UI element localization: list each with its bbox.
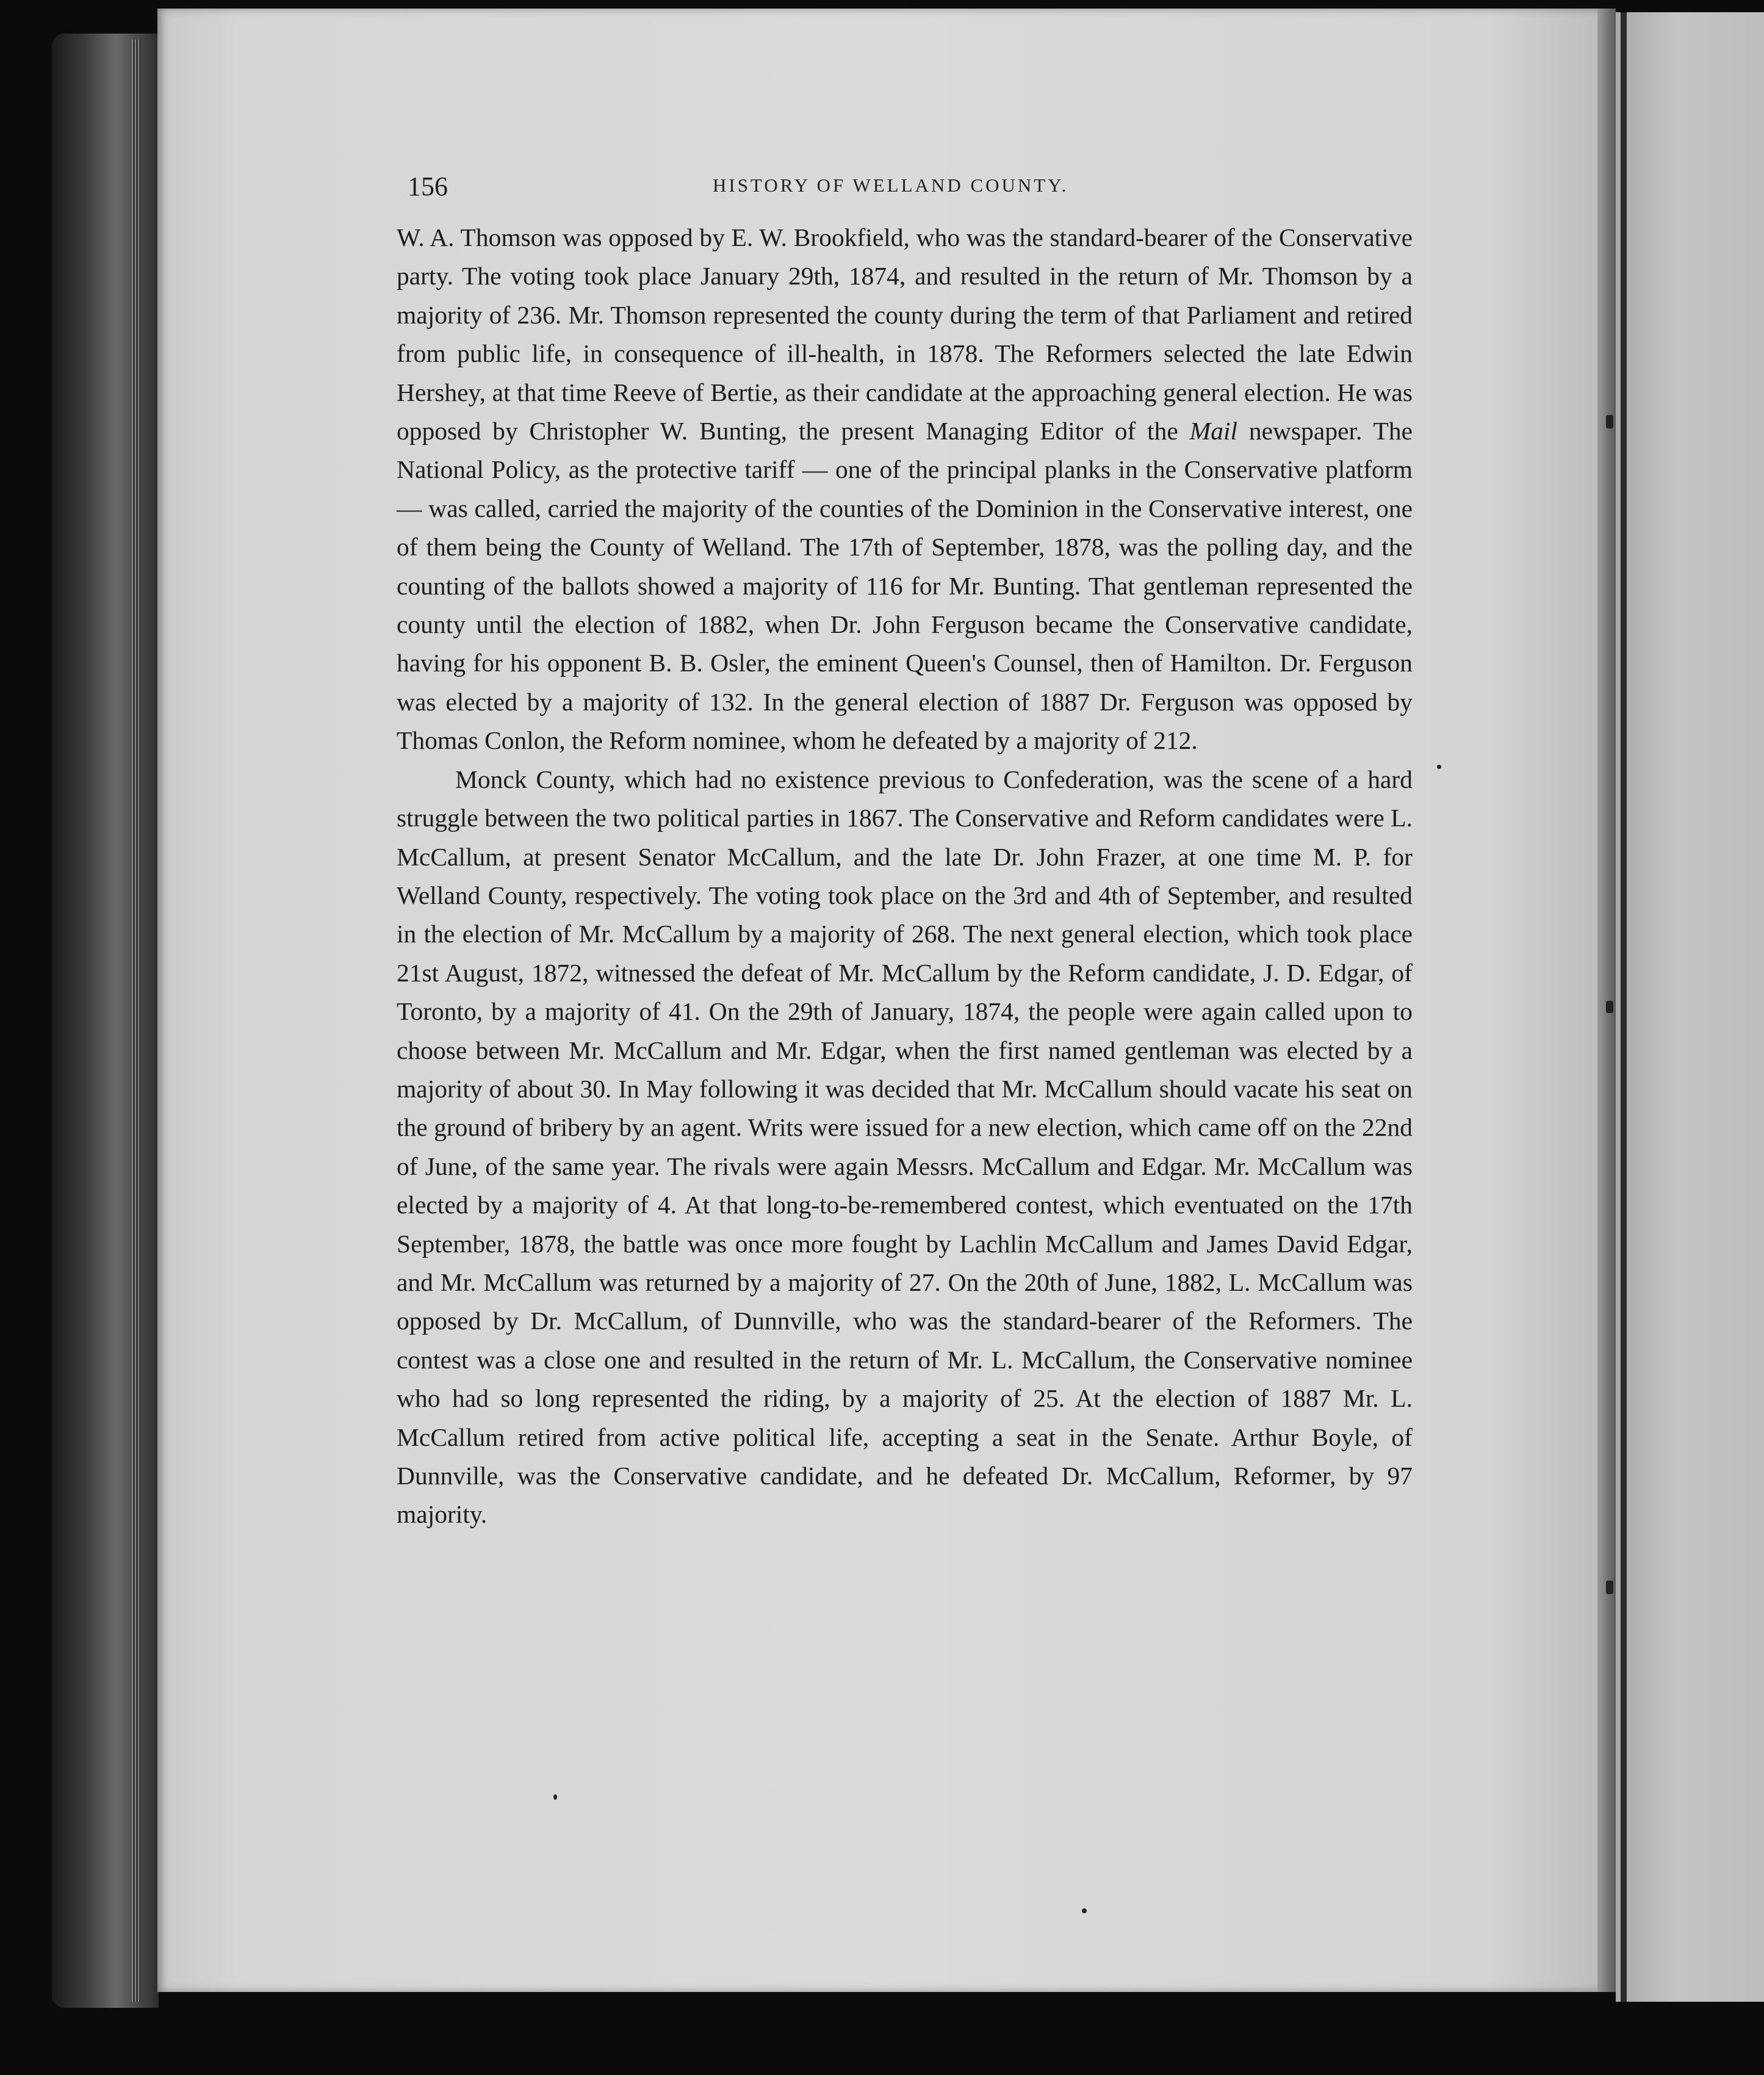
page-gutter (1597, 9, 1616, 1992)
body-text (397, 218, 1413, 1534)
paragraph (397, 218, 1413, 760)
scan-speck (1606, 415, 1613, 428)
paragraph (397, 760, 1413, 1534)
facing-page-edge (1616, 12, 1764, 2002)
book-spine (52, 34, 159, 2008)
scan-speck (1437, 765, 1441, 769)
newspaper-title: Mail (1189, 417, 1238, 446)
scan-speck (553, 1794, 557, 1800)
page-number: 156 (408, 171, 448, 201)
running-head (408, 171, 1433, 208)
text-run: W. A. Thomson was opposed by E. W. Brookfield, who was the standard-bearer of the Conservative party. The voting took place January 29th, 1874, and resulted in the return of Mr. Thomson by a majority of 236. Mr. Thomson represented the county during the term of that Parliament and retired from public life, in consequence of ill-health, in 1878. The Reformers selected the late Edwin Hershey, at that time Reeve of Bertie, as their candidate at the approaching general election. He was opposed by Christopher W. Bunting, the present Managing Editor of the (397, 223, 1413, 446)
text-run: newspaper. The National Policy, as the protective tariff — one of the principal planks in the Conservative platform — was called, carried the majority of the counties of the Dominion in the Conservative interest, one of them being the County of Welland. The 17th of September, 1878, was the polling day, and the counting of the ballots showed a majority of 116 for Mr. Bunting. That gentleman represented the county until the election of 1882, when Dr. John Ferguson became the Conservative candidate, having for his opponent B. B. Osler, the eminent Queen's Counsel, then of Hamilton. Dr. Ferguson was elected by a majority of 132. In the general election of 1887 Dr. Ferguson was opposed by Thomas Conlon, the Reform nominee, whom he defeated by a majority of 212. (397, 417, 1413, 755)
scan-speck (1606, 1581, 1613, 1594)
scan-speck (1082, 1908, 1087, 1913)
text-run: Monck County, which had no existence previous to Confederation, was the scene of a hard struggle between the two political parties in 1867. The Conservative and Reform candidates were L. McCallum, at present Senator McCallum, and the late Dr. John Frazer, at one time M. P. for Welland County, respectively. The voting took place on the 3rd and 4th of September, and resulted in the election of Mr. McCallum by a majority of 268. The next general election, which took place 21st August, 1872, witnessed the defeat of Mr. McCallum by the Reform candidate, J. D. Edgar, of Toronto, by a majority of 41. On the 29th of January, 1874, the people were again called upon to choose between Mr. McCallum and Mr. Edgar, when the first named gentleman was elected by a majority of about 30. In May following it was decided that Mr. McCallum should vacate his seat on the ground of bribery by an agent. Writs were issued for a new election, which came off on the 22nd of June, of the same year. The rivals were again Messrs. McCallum and Edgar. Mr. McCallum was elected by a majority of 4. At that long-to-be-remembered contest, which eventuated on the 17th September, 1878, the battle was once more fought by Lachlin McCallum and James David Edgar, and Mr. McCallum was returned by a majority of 27. On the 20th of June, 1882, L. McCallum was opposed by Dr. McCallum, of Dunnville, who was the standard-bearer of the Reformers. The contest was a close one and resulted in the return of Mr. L. McCallum, the Conservative nominee who had so long represented the riding, by a majority of 25. At the election of 1887 Mr. L. McCallum retired from active political life, accepting a seat in the Senate. Arthur Boyle, of Dunnville, was the Conservative candidate, and he defeated Dr. McCallum, Reformer, by 97 majority. (397, 765, 1413, 1529)
running-title: HISTORY OF WELLAND COUNTY. (713, 175, 1069, 196)
scan-speck (1606, 1001, 1613, 1013)
